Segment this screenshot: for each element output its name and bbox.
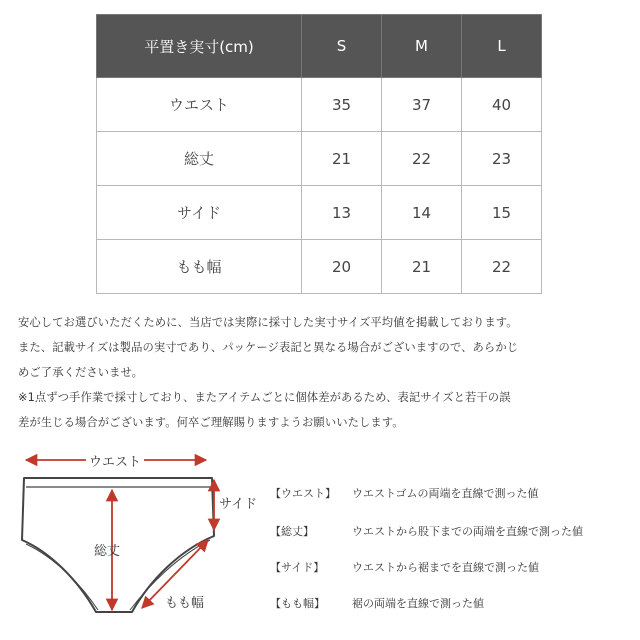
note-line: めご了承くださいませ。 xyxy=(18,366,144,379)
note-line: 差が生じる場合がございます。何卒ご理解賜りますようお願いいたします。 xyxy=(18,416,404,429)
cell-l: 22 xyxy=(462,240,542,294)
cell-s: 13 xyxy=(302,186,382,240)
row-label: ウエスト xyxy=(97,78,302,132)
side-label: サイド xyxy=(219,493,257,512)
cell-m: 37 xyxy=(382,78,462,132)
sizing-notes xyxy=(18,310,624,435)
row-label: もも幅 xyxy=(97,240,302,294)
table-row xyxy=(97,240,542,294)
cell-s: 20 xyxy=(302,240,382,294)
note-line: ※1点ずつ手作業で採寸しており、またアイテムごとに個体差があるため、表記サイズと若干の誤 xyxy=(18,391,511,404)
legend-key: 【もも幅】 xyxy=(270,597,325,610)
table-row xyxy=(97,186,542,240)
cell-m: 14 xyxy=(382,186,462,240)
legend-key: 【サイド】 xyxy=(270,561,325,574)
cell-m: 22 xyxy=(382,132,462,186)
header-measurement: 平置き実寸(cm) xyxy=(97,15,302,78)
cell-l: 23 xyxy=(462,132,542,186)
note-line: また、記載サイズは製品の実寸であり、パッケージ表記と異なる場合がございますので、あらかじ xyxy=(18,341,519,354)
header-size-m: M xyxy=(382,15,462,78)
legend-desc: 裾の両端を直線で測った値 xyxy=(352,597,484,610)
legend-desc: ウエストから裾までを直線で測った値 xyxy=(352,561,539,574)
header-size-s: S xyxy=(302,15,382,78)
length-label: 総丈 xyxy=(94,544,121,559)
size-table xyxy=(96,14,542,294)
size-table-header-row xyxy=(97,15,542,78)
legend-desc: ウエストゴムの両端を直線で測った値 xyxy=(352,487,539,500)
briefs-illustration xyxy=(0,440,270,640)
legend-desc: ウエストから股下までの両端を直線で測った値 xyxy=(352,525,583,538)
row-label: 総丈 xyxy=(97,132,302,186)
legend-key: 【総丈】 xyxy=(270,525,314,538)
thigh-label: もも幅 xyxy=(165,596,205,611)
cell-s: 21 xyxy=(302,132,382,186)
legend-key: 【ウエスト】 xyxy=(270,487,336,500)
note-line: 安心してお選びいただくために、当店では実際に採寸した実寸サイズ平均値を掲載しております。 xyxy=(18,316,518,329)
row-label: サイド xyxy=(97,186,302,240)
cell-l: 40 xyxy=(462,78,542,132)
cell-m: 21 xyxy=(382,240,462,294)
cell-l: 15 xyxy=(462,186,542,240)
table-row xyxy=(97,78,542,132)
table-row xyxy=(97,132,542,186)
cell-s: 35 xyxy=(302,78,382,132)
waist-label: ウエスト xyxy=(86,451,144,470)
header-size-l: L xyxy=(462,15,542,78)
